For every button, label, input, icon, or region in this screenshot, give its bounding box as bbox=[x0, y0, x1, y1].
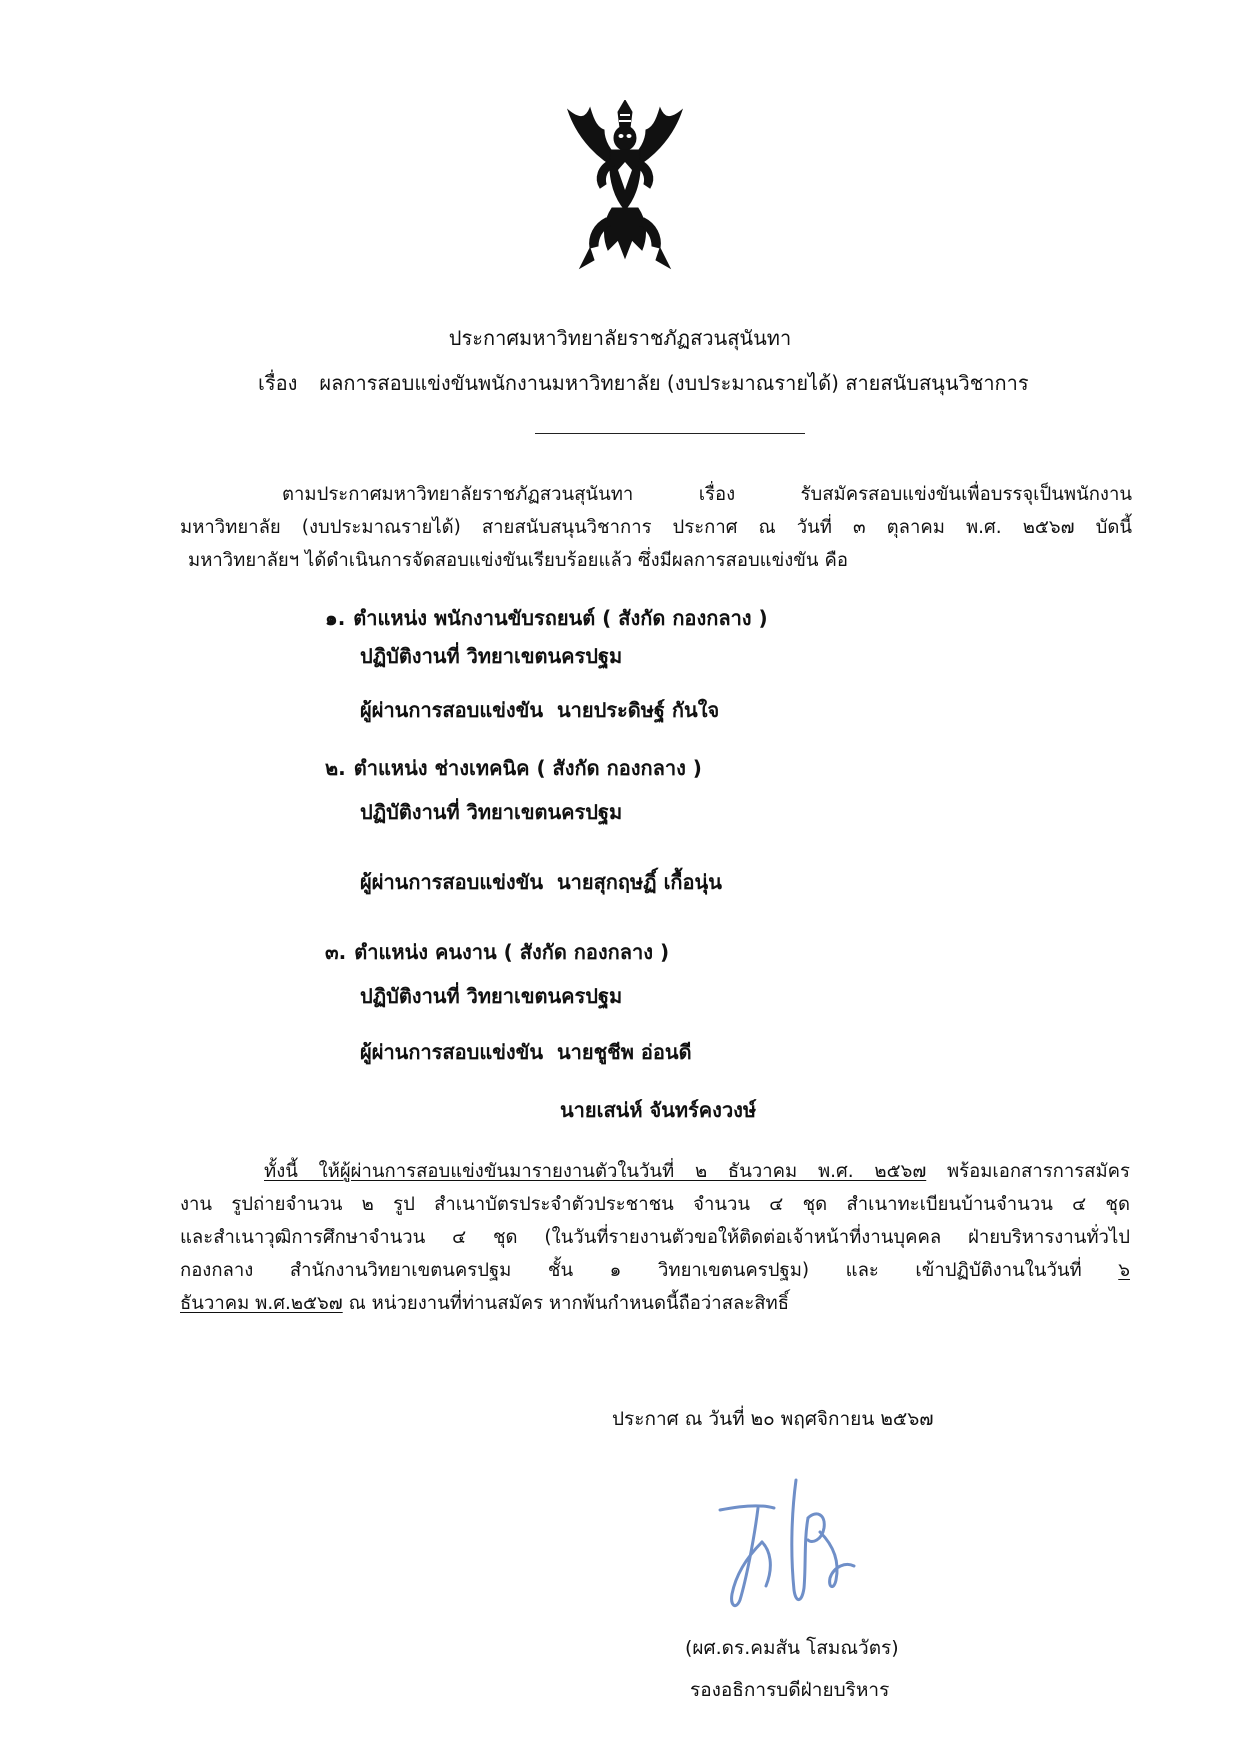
intro-line: ตามประกาศมหาวิทยาลัยราชภัฏสวนสุนันทา เรื่อง รับสมัครสอบแข่งขันเพื่อบรรจุเป็นพนักงาน bbox=[282, 484, 1132, 505]
intro-line: มหาวิทยาลัย (งบประมาณรายได้) สายสนับสนุนวิชาการ ประกาศ ณ วันที่ ๓ ตุลาคม พ.ศ. ๒๕๖๗ บัดนี้ bbox=[180, 517, 1132, 538]
passed-name: นายประดิษฐ์ กันใจ bbox=[556, 698, 720, 722]
closing-paragraph bbox=[180, 1155, 1130, 1320]
position-workplace: ปฏิบัติงานที่ วิทยาเขตนครปฐม bbox=[360, 644, 623, 668]
announcement-subject bbox=[258, 367, 1029, 399]
position-workplace: ปฏิบัติงานที่ วิทยาเขตนครปฐม bbox=[360, 984, 623, 1008]
signer-name: (ผศ.ดร.คมสัน โสมณวัตร) bbox=[685, 1637, 899, 1659]
passed-name: นายสุกฤษฏิ์ เกื้อนุ่น bbox=[556, 870, 722, 894]
closing-text: ณ หน่วยงานที่ท่านสมัคร หากพ้นกำหนดนี้ถือว่าสละสิทธิ์ bbox=[342, 1293, 790, 1314]
position-title-text: ตำแหน่ง ช่างเทคนิค ( สังกัด กองกลาง ) bbox=[353, 756, 702, 780]
closing-line: และสำเนาวุฒิการศึกษาจำนวน ๔ ชุด (ในวันที่รายงานตัวขอให้ติดต่อเจ้าหน้าที่งานบุคคล ฝ่ายบริหารงานทั่วไป bbox=[180, 1227, 1130, 1248]
garuda-emblem-icon bbox=[560, 100, 690, 270]
passed-label: ผู้ผ่านการสอบแข่งขัน bbox=[360, 1040, 544, 1064]
closing-line bbox=[180, 1287, 1130, 1320]
closing-text: พร้อมเอกสารการสมัคร bbox=[926, 1161, 1130, 1182]
position-workplace: ปฏิบัติงานที่ วิทยาเขตนครปฐม bbox=[360, 800, 623, 824]
position-title-text: ตำแหน่ง คนงาน ( สังกัด กองกลาง ) bbox=[354, 940, 670, 964]
closing-line bbox=[180, 1254, 1130, 1287]
closing-line: งาน รูปถ่ายจำนวน ๒ รูป สำเนาบัตรประจำตัวประชาชน จำนวน ๔ ชุด สำเนาทะเบียนบ้านจำนวน ๔ ชุด bbox=[180, 1194, 1130, 1215]
intro-paragraph bbox=[180, 478, 1132, 577]
position-title bbox=[325, 936, 669, 968]
passed-name: นายชูชีพ อ่อนดี bbox=[556, 1040, 692, 1064]
position-title-text: ตำแหน่ง พนักงานขับรถยนต์ ( สังกัด กองกลาง ) bbox=[353, 606, 768, 630]
closing-line bbox=[180, 1155, 1130, 1188]
position-number: ๒. bbox=[325, 756, 346, 780]
passed-label: ผู้ผ่านการสอบแข่งขัน bbox=[360, 698, 544, 722]
passed-candidate bbox=[360, 866, 722, 898]
passed-candidate bbox=[360, 694, 719, 726]
passed-label: ผู้ผ่านการสอบแข่งขัน bbox=[360, 870, 544, 894]
position-number: ๑. bbox=[325, 606, 346, 630]
announcement-title: ประกาศมหาวิทยาลัยราชภัฏสวนสุนันทา bbox=[448, 326, 792, 350]
report-date-underlined: ทั้งนี้ ให้ผู้ผ่านการสอบแข่งขันมารายงานตัวในวันที่ ๒ ธันวาคม พ.ศ. ๒๕๖๗ bbox=[264, 1161, 927, 1182]
start-date-underlined: ธันวาคม พ.ศ.๒๕๖๗ bbox=[180, 1293, 343, 1314]
announcement-date: ประกาศ ณ วันที่ ๒๐ พฤศจิกายน ๒๕๖๗ bbox=[612, 1408, 934, 1430]
title-divider bbox=[535, 433, 805, 434]
handwritten-signature-icon bbox=[700, 1470, 870, 1620]
subject-label: เรื่อง bbox=[258, 371, 298, 395]
closing-text: กองกลาง สำนักงานวิทยาเขตนครปฐม ชั้น ๑ วิทยาเขตนครปฐม) และ เข้าปฏิบัติงานในวันที่ bbox=[180, 1260, 1119, 1281]
intro-line: มหาวิทยาลัยฯ ได้ดำเนินการจัดสอบแข่งขันเรียบร้อยแล้ว ซึ่งมีผลการสอบแข่งขัน คือ bbox=[188, 550, 848, 571]
start-day-underlined: ๖ bbox=[1118, 1260, 1130, 1281]
subject-text: ผลการสอบแข่งขันพนักงานมหาวิทยาลัย (งบประมาณรายได้) สายสนับสนุนวิชาการ bbox=[319, 371, 1029, 395]
signer-position: รองอธิการบดีฝ่ายบริหาร bbox=[690, 1679, 890, 1701]
position-number: ๓. bbox=[325, 940, 347, 964]
passed-name: นายเสน่ห์ จันทร์คงวงษ์ bbox=[560, 1098, 757, 1122]
position-title bbox=[325, 752, 702, 784]
passed-candidate bbox=[360, 1036, 692, 1068]
position-title bbox=[325, 602, 768, 634]
